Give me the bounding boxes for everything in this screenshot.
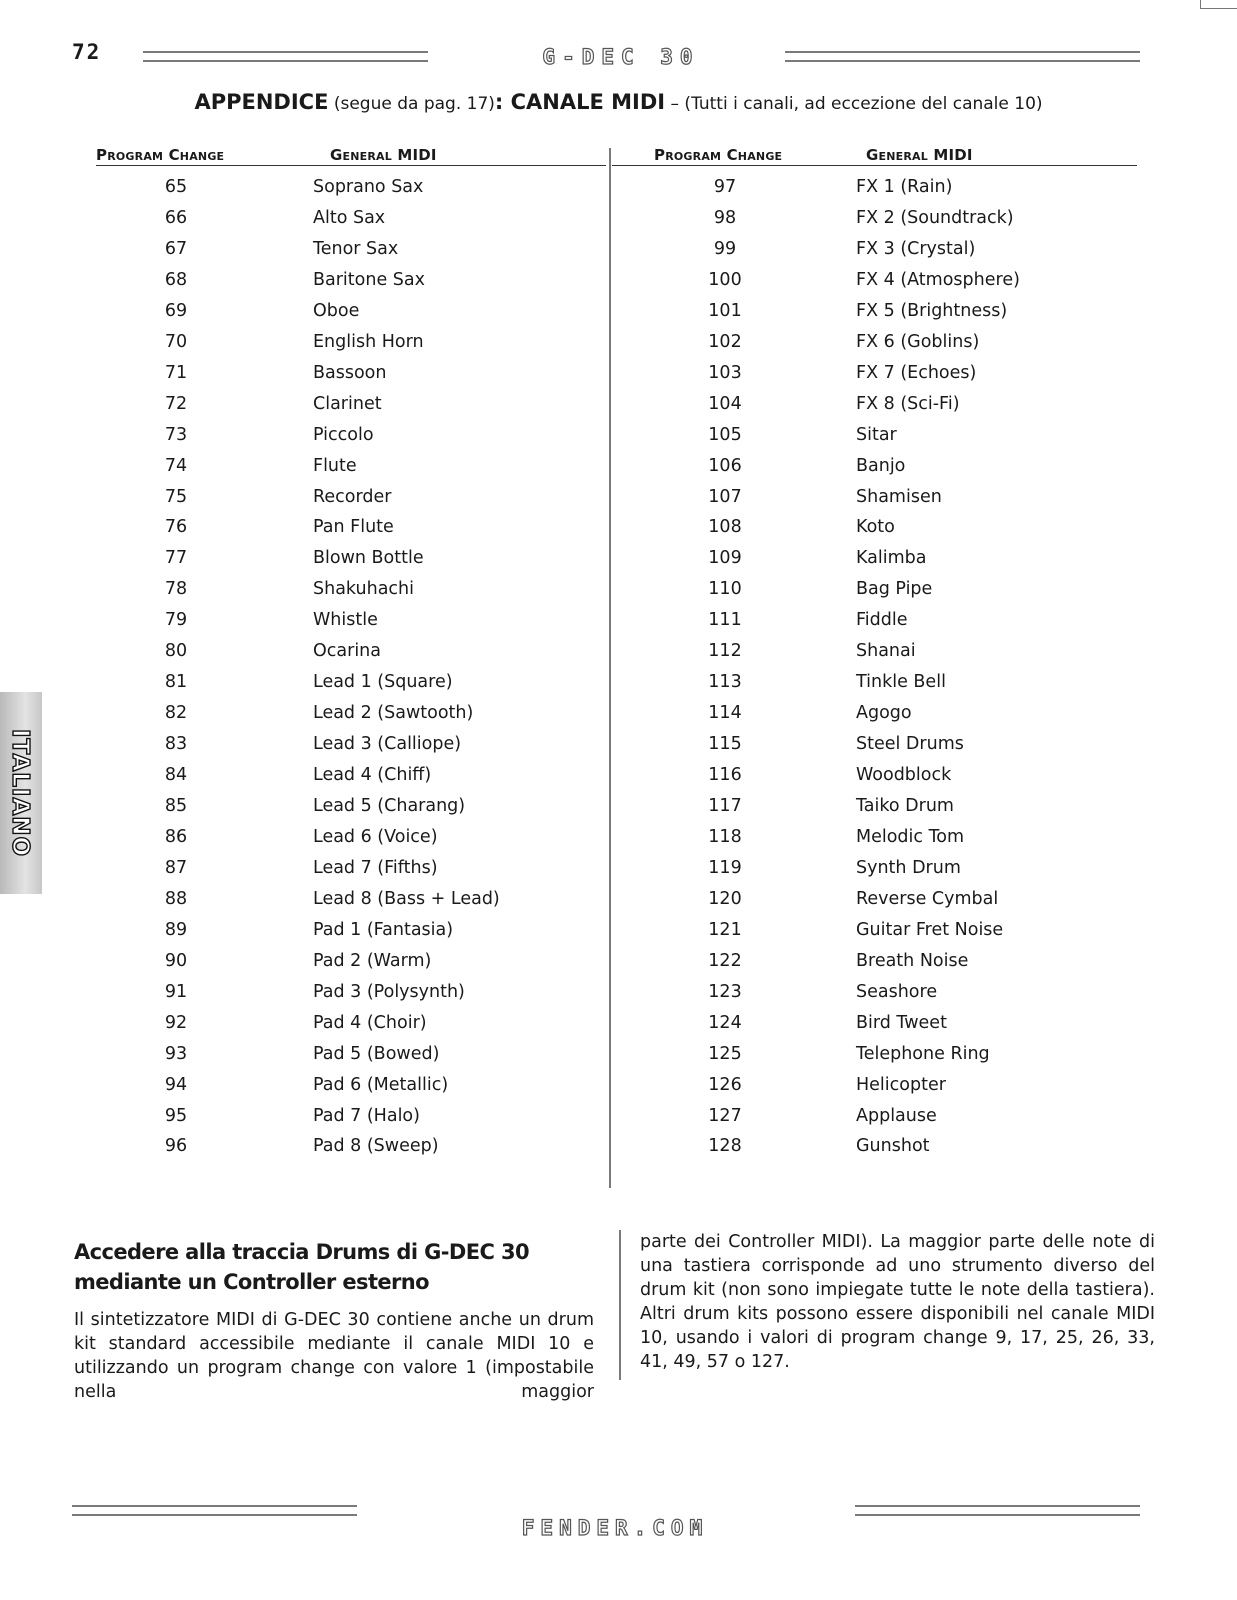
instrument-name: Breath Noise bbox=[856, 950, 969, 971]
program-number: 118 bbox=[708, 826, 742, 847]
program-number: 81 bbox=[164, 672, 188, 693]
program-number: 65 bbox=[164, 177, 188, 197]
instrument-name: Lead 4 (Chiff) bbox=[313, 765, 432, 786]
paragraph-right: parte dei Controller MIDI). La maggior parte delle note di una tastiera corrisponde ad uno strumento diverso del drum kit (non sono impiegate tutte le note della tastiera). Altri drum kits possono essere disponibili nel canale MIDI 10, usando i valori di program change 9, 17, 25, 26, 33, 41, 49, 57 o 127. bbox=[640, 1232, 1155, 1372]
program-number: 114 bbox=[708, 703, 742, 724]
header-program-change-right: Program Change bbox=[654, 146, 783, 164]
program-number: 69 bbox=[164, 300, 188, 321]
instrument-name: Shamisen bbox=[856, 486, 942, 507]
instrument-name: Whistle bbox=[313, 610, 378, 631]
instrument-name: Pad 3 (Polysynth) bbox=[313, 981, 465, 1002]
program-number: 74 bbox=[164, 455, 188, 476]
instrument-name: FX 4 (Atmosphere) bbox=[856, 269, 1020, 290]
program-number: 101 bbox=[708, 300, 742, 321]
program-number: 75 bbox=[164, 486, 188, 507]
instrument-name: Koto bbox=[856, 517, 895, 538]
instrument-name: Sitar bbox=[856, 424, 897, 445]
instrument-name: Soprano Sax bbox=[313, 177, 424, 197]
program-number: 96 bbox=[164, 1136, 188, 1157]
instrument-name: Pad 5 (Bowed) bbox=[313, 1043, 440, 1064]
header-general-midi-left: General MIDI bbox=[330, 146, 437, 164]
footer-rule-right bbox=[855, 1505, 1140, 1516]
instrument-name: Pad 7 (Halo) bbox=[313, 1105, 420, 1126]
program-number: 95 bbox=[164, 1105, 188, 1126]
program-number: 87 bbox=[164, 857, 188, 878]
program-number: 97 bbox=[713, 177, 737, 197]
program-number: 111 bbox=[708, 610, 742, 631]
section-heading: Accedere alla traccia Drums di G-DEC 30 mediante un Controller esterno bbox=[74, 1240, 530, 1294]
program-number: 117 bbox=[708, 796, 742, 816]
instrument-name: Shanai bbox=[856, 641, 916, 662]
program-number: 104 bbox=[708, 393, 742, 414]
instrument-name: Recorder bbox=[313, 486, 392, 507]
title-colon: : bbox=[494, 90, 511, 114]
program-number: 100 bbox=[708, 269, 742, 290]
program-number: 122 bbox=[708, 950, 742, 971]
brand-logo: G-DEC 30 bbox=[542, 45, 700, 69]
instrument-name: Melodic Tom bbox=[856, 826, 965, 847]
instrument-name: Blown Bottle bbox=[313, 548, 424, 569]
program-number: 105 bbox=[708, 424, 742, 445]
instrument-name: Pad 4 (Choir) bbox=[313, 1012, 427, 1033]
instrument-name: Pad 6 (Metallic) bbox=[313, 1074, 449, 1095]
program-number: 73 bbox=[164, 424, 188, 445]
program-number: 115 bbox=[708, 734, 742, 755]
instrument-name: FX 8 (Sci-Fi) bbox=[856, 393, 960, 414]
title-note: (segue da pag. 17) bbox=[328, 94, 495, 114]
program-number: 113 bbox=[708, 672, 742, 693]
instrument-name: Baritone Sax bbox=[313, 269, 425, 290]
program-number: 121 bbox=[708, 919, 742, 940]
program-number: 123 bbox=[708, 981, 742, 1002]
instrument-name: Lead 5 (Charang) bbox=[313, 796, 466, 816]
instrument-name: Banjo bbox=[856, 455, 906, 476]
instrument-name: Lead 1 (Square) bbox=[313, 672, 453, 693]
program-number: 66 bbox=[164, 207, 188, 228]
program-number: 71 bbox=[164, 362, 188, 383]
program-number: 107 bbox=[708, 486, 742, 507]
instrument-name: Pad 8 (Sweep) bbox=[313, 1136, 439, 1157]
instrument-name: Woodblock bbox=[856, 765, 952, 786]
instrument-name: Clarinet bbox=[313, 393, 382, 414]
instrument-name: Helicopter bbox=[856, 1074, 946, 1095]
header-rule-right bbox=[785, 51, 1140, 62]
site-logo: FENDER.COM bbox=[521, 1516, 709, 1540]
table-divider bbox=[609, 148, 611, 1188]
paragraph-left: Il sintetizzatore MIDI di G-DEC 30 contiene anche un drum kit standard accessibile mediante il canale MIDI 10 e utilizzando un program change con valore 1 (impostabile nella maggior bbox=[74, 1310, 594, 1402]
instrument-name: Synth Drum bbox=[856, 857, 961, 878]
program-number: 116 bbox=[708, 765, 742, 786]
instrument-name: Telephone Ring bbox=[856, 1043, 990, 1064]
program-number: 91 bbox=[164, 981, 188, 1002]
instrument-name: FX 5 (Brightness) bbox=[856, 300, 1008, 321]
text-column-divider bbox=[619, 1230, 621, 1380]
program-number: 103 bbox=[708, 362, 742, 383]
instrument-name: Piccolo bbox=[313, 424, 374, 445]
title-dash-note: – (Tutti i canali, ad eccezione del canale 10) bbox=[665, 94, 1043, 114]
program-number: 110 bbox=[708, 579, 742, 600]
program-number: 120 bbox=[708, 888, 742, 909]
instrument-name: Applause bbox=[856, 1105, 937, 1126]
program-number: 108 bbox=[708, 517, 742, 538]
instrument-name: Flute bbox=[313, 455, 357, 476]
instrument-name: Lead 3 (Calliope) bbox=[313, 734, 462, 755]
program-number: 94 bbox=[164, 1074, 188, 1095]
program-number: 99 bbox=[713, 238, 737, 259]
instrument-name: Bag Pipe bbox=[856, 579, 933, 600]
instrument-name: Seashore bbox=[856, 981, 938, 1002]
instrument-name: Lead 7 (Fifths) bbox=[313, 857, 438, 878]
program-number: 90 bbox=[164, 950, 188, 971]
program-number: 112 bbox=[708, 641, 742, 662]
instrument-name: Lead 6 (Voice) bbox=[313, 826, 438, 847]
program-number: 119 bbox=[708, 857, 742, 878]
instrument-name: FX 6 (Goblins) bbox=[856, 331, 980, 352]
instrument-name: Reverse Cymbal bbox=[856, 888, 999, 909]
instrument-name: Pad 2 (Warm) bbox=[313, 950, 432, 971]
program-number: 78 bbox=[164, 579, 188, 600]
instrument-name: FX 1 (Rain) bbox=[856, 177, 953, 197]
program-number: 85 bbox=[164, 796, 188, 816]
program-number: 128 bbox=[708, 1136, 742, 1157]
page-title bbox=[0, 90, 1237, 114]
instrument-name: Lead 2 (Sawtooth) bbox=[313, 703, 474, 724]
instrument-name: Tinkle Bell bbox=[856, 672, 946, 693]
instrument-name: Agogo bbox=[856, 703, 912, 724]
instrument-name: Oboe bbox=[313, 300, 360, 321]
header-program-change-left: Program Change bbox=[96, 146, 225, 164]
language-tab bbox=[0, 692, 42, 894]
program-number: 127 bbox=[708, 1105, 742, 1126]
program-number: 79 bbox=[164, 610, 188, 631]
instrument-name: Fiddle bbox=[856, 610, 908, 631]
program-number: 106 bbox=[708, 455, 742, 476]
instrument-name: Guitar Fret Noise bbox=[856, 919, 1004, 940]
program-number: 93 bbox=[164, 1043, 188, 1064]
footer-rule-left bbox=[72, 1505, 357, 1516]
instrument-name: Pan Flute bbox=[313, 517, 394, 538]
header-rule-left bbox=[143, 51, 428, 62]
program-number: 67 bbox=[164, 238, 188, 259]
language-tab-label: ITALIANO bbox=[7, 728, 33, 858]
instrument-name: Bird Tweet bbox=[856, 1012, 947, 1033]
program-number: 77 bbox=[164, 548, 188, 569]
program-number: 88 bbox=[164, 888, 188, 909]
header-underline-right bbox=[612, 165, 1137, 166]
program-number: 84 bbox=[164, 765, 188, 786]
instrument-name: FX 2 (Soundtrack) bbox=[856, 207, 1014, 228]
instrument-name: Tenor Sax bbox=[313, 238, 399, 259]
program-number: 92 bbox=[164, 1012, 188, 1033]
program-number: 68 bbox=[164, 269, 188, 290]
instrument-name: Steel Drums bbox=[856, 734, 964, 755]
program-number: 102 bbox=[708, 331, 742, 352]
program-number: 125 bbox=[708, 1043, 742, 1064]
program-number: 82 bbox=[164, 703, 188, 724]
page-number: 72 bbox=[72, 40, 102, 64]
program-number: 76 bbox=[164, 517, 188, 538]
instrument-name: Kalimba bbox=[856, 548, 927, 569]
header-general-midi-right: General MIDI bbox=[866, 146, 973, 164]
program-number: 83 bbox=[164, 734, 188, 755]
program-number: 124 bbox=[708, 1012, 742, 1033]
instrument-name: FX 7 (Echoes) bbox=[856, 362, 977, 383]
instrument-name: Bassoon bbox=[313, 362, 387, 383]
header-underline-left bbox=[96, 165, 606, 166]
program-number: 109 bbox=[708, 548, 742, 569]
program-number: 70 bbox=[164, 331, 188, 352]
title-main: APPENDICE bbox=[194, 90, 329, 114]
instrument-name: FX 3 (Crystal) bbox=[856, 238, 976, 259]
program-number: 72 bbox=[164, 393, 188, 414]
crop-mark bbox=[1200, 0, 1237, 9]
instrument-name: Shakuhachi bbox=[313, 579, 415, 600]
instrument-name: Gunshot bbox=[856, 1136, 930, 1157]
title-channel: CANALE MIDI bbox=[510, 90, 666, 114]
instrument-name: Alto Sax bbox=[313, 207, 386, 228]
instrument-name: Ocarina bbox=[313, 641, 381, 662]
program-number: 86 bbox=[164, 826, 188, 847]
program-number: 126 bbox=[708, 1074, 742, 1095]
instrument-name: Lead 8 (Bass + Lead) bbox=[313, 888, 500, 909]
instrument-name: Taiko Drum bbox=[856, 796, 954, 816]
program-number: 98 bbox=[713, 207, 737, 228]
program-number: 80 bbox=[164, 641, 188, 662]
instrument-name: Pad 1 (Fantasia) bbox=[313, 919, 454, 940]
program-number: 89 bbox=[164, 919, 188, 940]
instrument-name: English Horn bbox=[313, 331, 424, 352]
